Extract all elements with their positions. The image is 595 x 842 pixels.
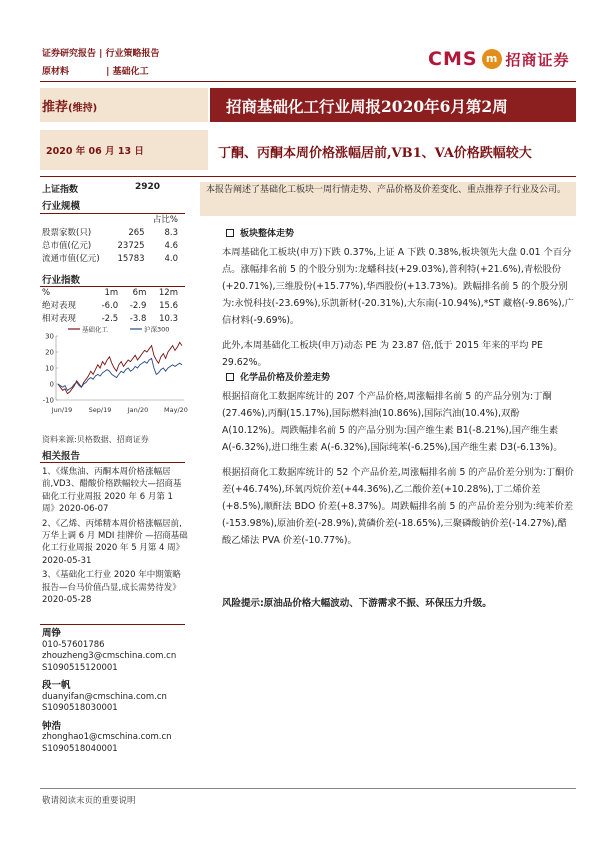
perf-value: 15.6 (159, 301, 178, 311)
table-row (40, 300, 180, 313)
related-title: 相关报告 (42, 451, 81, 462)
risk-warning: 风险提示:原油品价格大幅波动、下游需求不振、环保压力升级。 (222, 598, 492, 609)
scale-col-header: 占比% (152, 215, 178, 225)
scale-label: 股票家数(只) (42, 228, 92, 238)
industry-category (42, 64, 149, 77)
analyst-email[interactable]: zhonghao1@cmschina.com.cn (42, 732, 172, 742)
scale-pct: 8.3 (164, 228, 178, 238)
related-report-item[interactable]: 2、《乙烯、丙烯精本周价格涨幅居前,万华上调 6 月 MDI 挂牌价 —招商基础化工行业周报 2020 年 5 月第 4 周》2020-05-31 (42, 518, 188, 566)
paragraph: 根据招商化工数据库统计的 52 个产品价差,周涨幅排名前 5 的产品价差分别为:丁酮价差(+46.74%),环氧丙烷价差(+44.36%),乙二酸价差(+10.28%),丁二烯价差(+8.5%),顺酐法 BDO 价差(+8.37%)。周跌幅排名前 5 的产品价差分别为:纯苯价差(-153.98%),原油价差(-28.9%),黄磷价差(-18.65%),三聚磷酸钠价差(-14.27%),醋酸乙烯法 PVA 价差(-10.77%)。 (222, 467, 574, 546)
related-reports (42, 466, 188, 606)
section-title-text: 板块整体走势 (240, 229, 295, 239)
analyst-email[interactable]: duanyifan@cmschina.com.cn (42, 691, 167, 702)
paragraph: 此外,本周基础化工板块(申万)动态 PE 为 23.87 倍,低于 2015 年来的平均 PE 29.62%。 (222, 340, 543, 368)
legend-label: 沪深300 (144, 325, 170, 334)
footer-rule (40, 788, 576, 789)
index-label: 上证指数 (42, 185, 79, 195)
perf-value: -2.5 (101, 314, 119, 324)
perf-title: 行业指数 (42, 275, 81, 286)
section2-body (222, 388, 574, 549)
y-tick-label: -10 (42, 396, 54, 405)
section-title (226, 370, 330, 383)
scale-pct: 4.6 (164, 241, 178, 251)
perf-table (40, 287, 180, 326)
perf-col: 6m (132, 288, 147, 298)
rating-label: 推荐 (42, 100, 69, 115)
scale-pct: 4.0 (164, 254, 178, 264)
industry-sector: 原材料 (42, 67, 70, 77)
header-rule (40, 81, 576, 82)
subheader-rule (40, 176, 576, 177)
section1-body (222, 244, 574, 371)
analyst-name: 周铮 (42, 628, 62, 639)
logo-cn: 招商证券 (505, 50, 570, 69)
headline: 丁酮、丙酮本周价格涨幅居前,VB1、VA价格跌幅较大 (218, 146, 532, 161)
section-title (226, 226, 294, 239)
y-tick-label: 30 (45, 332, 54, 341)
analyst-block (42, 628, 188, 755)
index-row (42, 182, 182, 195)
section-title-text: 化学品价格及价差走势 (240, 373, 331, 383)
scale-label: 总市值(亿元) (42, 241, 92, 251)
y-tick-label: 0 (49, 380, 54, 389)
x-tick-label: Sep/19 (88, 406, 112, 414)
y-tick-label: 20 (45, 348, 54, 357)
table-row (40, 227, 180, 240)
table-row (40, 253, 180, 266)
analyst-phone: 010-57601786 (42, 639, 105, 650)
scale-table (40, 214, 180, 266)
perf-col: 12m (158, 288, 178, 298)
related-report-item[interactable]: 1、《煤焦油、丙酮本周价格涨幅居前,VD3、醋酸价格跌幅较大—招商基础化工行业周报 2020 年 6 月第 1 周》2020-06-07 (42, 467, 182, 515)
table-header-row (40, 287, 180, 300)
perf-col: % (42, 288, 51, 298)
logo-cms: CMS (428, 48, 478, 70)
scale-value: 265 (128, 228, 145, 238)
analyst-email[interactable]: zhouzheng3@cmschina.com.cn (42, 651, 177, 661)
analyst-rule (40, 624, 185, 625)
analyst-name: 段一帆 (42, 680, 71, 691)
related-rule (40, 462, 185, 463)
rating-sub: (维持) (68, 103, 98, 114)
perf-value: -2.9 (129, 301, 147, 311)
source-note: 资料来源:贝格数据、招商证券 (42, 435, 149, 444)
company-logo (428, 48, 570, 70)
analyst-id: S1090515120001 (42, 662, 118, 673)
bullet-square-icon (226, 373, 234, 381)
intro-text: 本报告阐述了基础化工板块一周行情走势、产品价格及价差变化、重点推荐子行业及公司。 (206, 185, 567, 195)
perf-value: -6.0 (101, 301, 119, 311)
scale-value: 15783 (117, 254, 145, 264)
logo-emblem-icon: m (482, 49, 502, 69)
report-date: 2020 年 06 月 13 日 (46, 146, 144, 157)
paragraph: 根据招商化工数据库统计的 207 个产品价格,周涨幅排名前 5 的产品分别为:丁酮(27.46%),丙酮(15.17%),国际燃料油(10.86%),国际汽油(10.4%),双酚 A(10.12%)。周跌幅排名前 5 的产品分别为:国产维生素 B1(-8.21%),国产维生素 A(-6.32%),进口维生素 A(-6.32%),国际纯苯(-6.25%),国产维生素 D3(-6.13%)。 (222, 391, 563, 453)
bullet-square-icon (226, 229, 234, 237)
report-title: 招商基础化工行业周报2020年6月第2周 (226, 97, 508, 116)
analyst-name: 钟浩 (42, 720, 62, 732)
legend-label: 基础化工 (82, 325, 108, 334)
footer-note: 敬请阅读末页的重要说明 (42, 796, 136, 806)
related-report-item[interactable]: 3、《基础化工行业 2020 年中期策略报告—台马价值凸显,成长需势待发》2020-05-28 (42, 570, 181, 606)
perf-label: 相对表现 (42, 314, 77, 324)
index-value: 2920 (134, 182, 160, 192)
industry-sub: | 基础化工 (106, 67, 149, 77)
report-category: 证券研究报告 | 行业策略报告 (42, 49, 160, 59)
perf-value: 10.3 (159, 314, 178, 324)
x-tick-label: Jan/20 (127, 406, 149, 414)
perf-value: -3.8 (129, 314, 147, 324)
x-tick-label: May/20 (164, 406, 188, 414)
analyst-id: S1090518040001 (42, 743, 118, 754)
analyst-id: S1090518030001 (42, 703, 118, 713)
rating (42, 96, 97, 115)
perf-label: 绝对表现 (42, 301, 77, 311)
table-row (40, 240, 180, 253)
paragraph: 本周基础化工板块(申万)下跌 0.37%,上证 A 下跌 0.38%,板块领先大盘 0.01 个百分点。涨幅排名前 5 的个股分别为:龙蟠科技(+29.03%),普利特(+21.6%),青松股份(+20.71%),三维股份(+15.77%),华西股份(+13.73%)。跌幅排名前 5 的个股分别为:永悦科技(-23.69%),乐凯新材(-20.31%),大东南(-10.94%),*ST 藏格(-9.86%),广信材料(-9.69%)。 (222, 247, 574, 326)
scale-value: 23725 (117, 241, 145, 251)
scale-label: 流通市值(亿元) (42, 254, 100, 264)
perf-col: 1m (104, 288, 119, 298)
x-tick-label: Jun/19 (51, 406, 73, 414)
scale-title: 行业规模 (42, 201, 81, 212)
y-tick-label: 10 (45, 364, 54, 373)
index-performance-chart (38, 324, 188, 416)
